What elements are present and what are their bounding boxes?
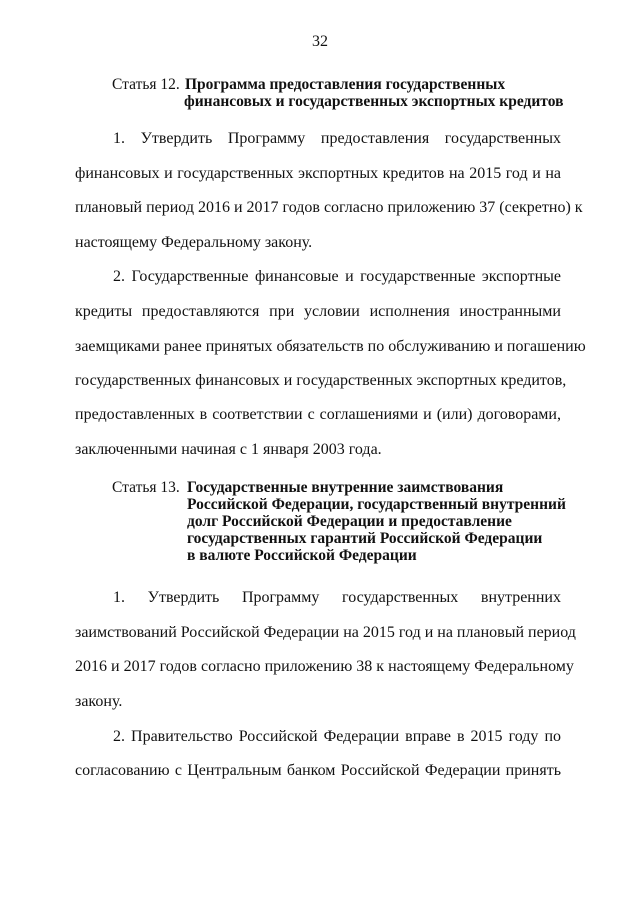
article-12-title <box>185 76 563 110</box>
article-title-line: государственных гарантий Российской Федерации <box>187 530 543 547</box>
paragraph-line: финансовых и государственных экспортных кредитов на 2015 год и на <box>75 165 561 182</box>
page-number: 32 <box>312 33 328 50</box>
paragraph-line: кредиты предоставляются при условии исполнения иностранными <box>75 303 561 320</box>
paragraph-line: согласованию с Центральным банком Российской Федерации принять <box>75 762 561 779</box>
paragraph-line: заключенными начиная с 1 января 2003 года. <box>75 441 382 458</box>
article-title-line: Программа предоставления государственных <box>185 76 506 93</box>
paragraph-line: 1. Утвердить Программу государственных внутренних <box>113 589 561 606</box>
article-13-label: Статья 13. <box>112 479 180 496</box>
article-title-line: долг Российской Федерации и предоставление <box>187 513 512 530</box>
paragraph-line: предоставленных в соответствии с соглашениями и (или) договорами, <box>75 406 561 423</box>
article-12-label: Статья 12. <box>112 76 180 93</box>
article-title-line: Российской Федерации, государственный внутренний <box>187 496 566 513</box>
paragraph-line: заимствований Российской Федерации на 2015 год и на плановый период <box>75 624 576 641</box>
paragraph-line: настоящему Федеральному закону. <box>75 234 313 251</box>
paragraph-line: 1. Утвердить Программу предоставления государственных <box>113 130 561 147</box>
paragraph-line: 2. Правительство Российской Федерации вправе в 2015 году по <box>113 728 561 745</box>
article-title-line: финансовых и государственных экспортных кредитов <box>184 93 564 110</box>
paragraph-line: плановый период 2016 и 2017 годов согласно приложению 37 (секретно) к <box>75 199 583 216</box>
paragraph-line: закону. <box>75 693 123 710</box>
paragraph-line: 2. Государственные финансовые и государственные экспортные <box>113 268 561 285</box>
paragraph-line: 2016 и 2017 годов согласно приложению 38 к настоящему Федеральному <box>75 658 574 675</box>
article-13-title <box>187 479 566 564</box>
article-title-line: в валюте Российской Федерации <box>187 547 417 564</box>
paragraph-line: государственных финансовых и государственных экспортных кредитов, <box>75 372 567 389</box>
paragraph-line: заемщиками ранее принятых обязательств по обслуживанию и погашению <box>75 338 586 355</box>
article-title-line: Государственные внутренние заимствования <box>187 479 504 496</box>
